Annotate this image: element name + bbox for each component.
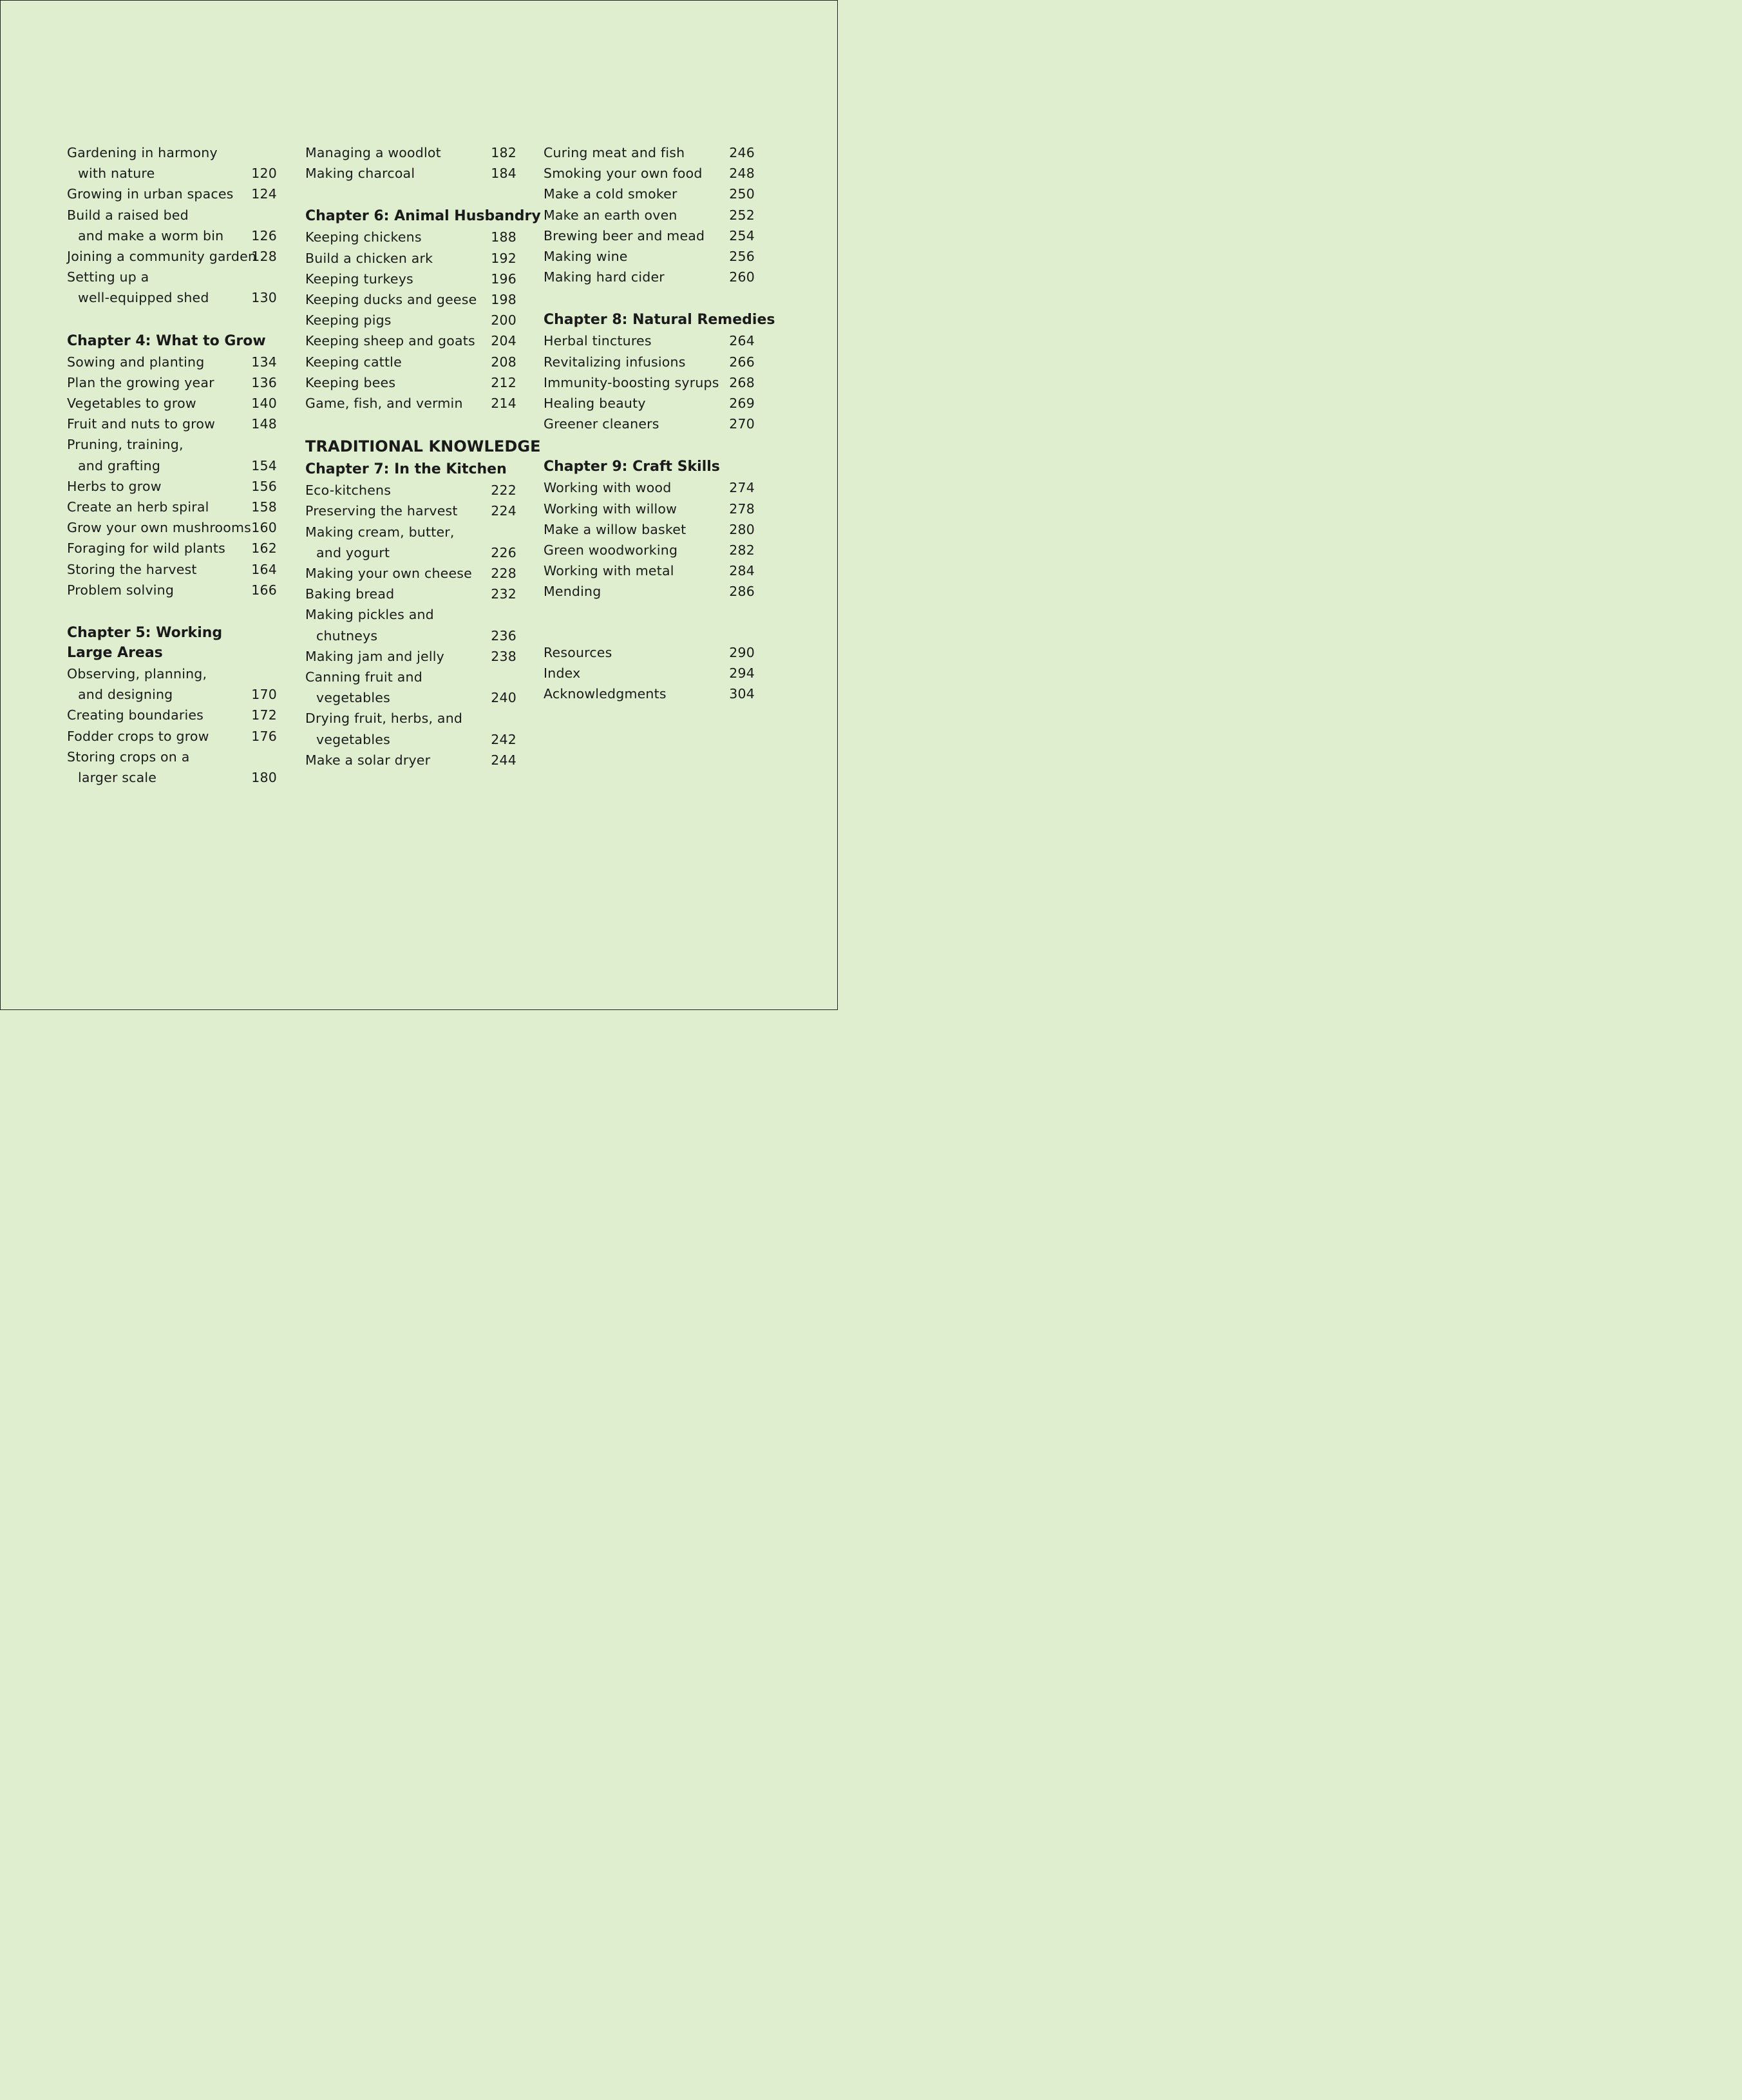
toc-entry[interactable] bbox=[67, 267, 277, 308]
entry-title: Acknowledgments bbox=[544, 686, 667, 702]
entry-title: Foraging for wild plants bbox=[67, 540, 225, 557]
toc-entry[interactable] bbox=[67, 414, 277, 434]
page-number: 172 bbox=[251, 707, 277, 723]
toc-entry[interactable] bbox=[544, 414, 755, 434]
toc-entry[interactable] bbox=[67, 726, 277, 747]
entry-title: Working with wood bbox=[544, 480, 672, 496]
entry-title-continued: with nature bbox=[78, 166, 155, 182]
toc-entry[interactable] bbox=[544, 683, 755, 704]
entry-title-continued: and grafting bbox=[78, 457, 161, 473]
toc-entry[interactable] bbox=[67, 352, 277, 372]
entry-title: Herbs to grow bbox=[67, 478, 162, 494]
page-number: 260 bbox=[729, 269, 755, 285]
entry-title-continued: and yogurt bbox=[316, 544, 390, 560]
entry-title: Make a solar dryer bbox=[305, 752, 431, 768]
entry-title: Canning fruit and bbox=[305, 669, 422, 685]
toc-entry[interactable] bbox=[305, 372, 516, 393]
page-number: 134 bbox=[251, 354, 277, 370]
page-number: 278 bbox=[729, 501, 755, 517]
entry-title-continued: and make a worm bin bbox=[78, 227, 224, 243]
page-number: 280 bbox=[729, 521, 755, 537]
toc-entry[interactable] bbox=[544, 330, 755, 351]
entry-title: Create an herb spiral bbox=[67, 499, 209, 515]
entry-title: Storing the harvest bbox=[67, 561, 197, 577]
toc-entry[interactable] bbox=[305, 604, 516, 645]
entry-title: Making hard cider bbox=[544, 269, 665, 285]
page-number: 160 bbox=[251, 520, 277, 536]
page-number: 304 bbox=[729, 686, 755, 702]
page-number: 250 bbox=[729, 186, 755, 202]
entry-title: Keeping bees bbox=[305, 374, 396, 390]
toc-entry[interactable] bbox=[305, 227, 516, 247]
toc-entry[interactable] bbox=[67, 497, 277, 517]
toc-entry[interactable] bbox=[67, 580, 277, 600]
page-number: 282 bbox=[729, 542, 755, 558]
page-number: 124 bbox=[251, 186, 277, 202]
entry-title: Working with willow bbox=[544, 501, 677, 517]
toc-entry[interactable] bbox=[544, 142, 755, 163]
entry-title: Herbal tinctures bbox=[544, 333, 652, 349]
page-number: 154 bbox=[251, 457, 277, 473]
entry-title: Making cream, butter, bbox=[305, 524, 455, 540]
chapter-heading: Chapter 7: In the Kitchen bbox=[305, 461, 507, 478]
toc-entry[interactable] bbox=[67, 372, 277, 393]
toc-entry[interactable] bbox=[305, 269, 516, 289]
entry-title: Making pickles and bbox=[305, 607, 434, 623]
entry-title: Revitalizing infusions bbox=[544, 354, 686, 370]
entry-title: Keeping cattle bbox=[305, 354, 402, 370]
page-number: 252 bbox=[729, 207, 755, 223]
entry-title: Making wine bbox=[544, 249, 628, 265]
part-heading: TRADITIONAL KNOWLEDGE bbox=[305, 437, 541, 456]
page-number: 176 bbox=[251, 728, 277, 744]
page-number: 204 bbox=[491, 333, 516, 349]
toc-entry[interactable] bbox=[305, 142, 516, 163]
toc-entry[interactable] bbox=[544, 499, 755, 519]
toc-entry[interactable] bbox=[305, 352, 516, 372]
chapter-heading: Chapter 8: Natural Remedies bbox=[544, 312, 775, 329]
page-number: 126 bbox=[251, 227, 277, 243]
page-number: 158 bbox=[251, 499, 277, 515]
page-number: 156 bbox=[251, 478, 277, 494]
entry-title: Working with metal bbox=[544, 563, 674, 579]
block-spacer bbox=[544, 287, 755, 310]
entry-title: Fodder crops to grow bbox=[67, 728, 209, 744]
page-number: 164 bbox=[251, 561, 277, 577]
page-number: 182 bbox=[491, 145, 516, 160]
entry-title: Make an earth oven bbox=[544, 207, 677, 223]
entry-title: Smoking your own food bbox=[544, 166, 703, 182]
chapter-heading-line2: Large Areas bbox=[67, 645, 163, 662]
page-number: 238 bbox=[491, 648, 516, 664]
toc-entry[interactable] bbox=[67, 246, 277, 267]
entry-title: Green woodworking bbox=[544, 542, 678, 558]
toc-entry[interactable] bbox=[544, 352, 755, 372]
toc-entry[interactable] bbox=[67, 538, 277, 558]
toc-entry[interactable] bbox=[544, 560, 755, 581]
block-spacer bbox=[305, 414, 516, 437]
toc-entry[interactable] bbox=[67, 747, 277, 788]
chapter-heading: Chapter 6: Animal Husbandry bbox=[305, 208, 541, 225]
entry-title: Immunity-boosting syrups bbox=[544, 374, 719, 390]
entry-title: Build a chicken ark bbox=[305, 250, 433, 266]
chapter-heading: Chapter 5: Working bbox=[67, 625, 223, 642]
entry-title: Making jam and jelly bbox=[305, 648, 444, 664]
toc-entry[interactable] bbox=[305, 708, 516, 749]
toc-entry[interactable] bbox=[544, 477, 755, 498]
page-number: 274 bbox=[729, 480, 755, 496]
toc-entry[interactable] bbox=[544, 540, 755, 560]
page-number: 196 bbox=[491, 271, 516, 287]
page-number: 184 bbox=[491, 166, 516, 182]
entry-title-continued: vegetables bbox=[316, 731, 390, 747]
page-number: 232 bbox=[491, 586, 516, 602]
page-number: 208 bbox=[491, 354, 516, 370]
block-spacer bbox=[544, 434, 755, 457]
page-number: 162 bbox=[251, 540, 277, 557]
toc-entry[interactable] bbox=[305, 646, 516, 667]
toc-entry[interactable] bbox=[67, 393, 277, 414]
entry-title: Game, fish, and vermin bbox=[305, 396, 463, 412]
chapter-heading: Chapter 9: Craft Skills bbox=[544, 459, 720, 475]
page-number: 136 bbox=[251, 374, 277, 390]
entry-title: Joining a community garden bbox=[67, 249, 257, 265]
page-number: 192 bbox=[491, 250, 516, 266]
toc-entry[interactable] bbox=[305, 310, 516, 330]
entry-title: Problem solving bbox=[67, 582, 175, 598]
toc-entry[interactable] bbox=[305, 584, 516, 604]
page-number: 140 bbox=[251, 396, 277, 412]
entry-title: Make a cold smoker bbox=[544, 186, 677, 202]
entry-title: Vegetables to grow bbox=[67, 396, 196, 412]
page-number: 294 bbox=[729, 665, 755, 681]
entry-title: Keeping chickens bbox=[305, 229, 422, 245]
page-number: 286 bbox=[729, 584, 755, 600]
page-number: 284 bbox=[729, 563, 755, 579]
page-number: 264 bbox=[729, 333, 755, 349]
contents-page bbox=[0, 0, 838, 1010]
page-number: 228 bbox=[491, 566, 516, 582]
entry-title: Resources bbox=[544, 644, 612, 660]
toc-entry[interactable] bbox=[544, 663, 755, 683]
block-spacer bbox=[67, 309, 277, 332]
page-number: 148 bbox=[251, 416, 277, 432]
toc-entry[interactable] bbox=[305, 501, 516, 521]
page-number: 226 bbox=[491, 544, 516, 560]
toc-entry[interactable] bbox=[544, 581, 755, 602]
entry-title: Make a willow basket bbox=[544, 521, 686, 537]
toc-entry[interactable] bbox=[305, 289, 516, 310]
entry-title: Managing a woodlot bbox=[305, 145, 441, 160]
entry-title: Eco-kitchens bbox=[305, 482, 392, 499]
toc-entry[interactable] bbox=[305, 563, 516, 584]
chapter-heading: Chapter 4: What to Grow bbox=[67, 332, 266, 349]
page-number: 268 bbox=[729, 374, 755, 390]
toc-entry[interactable] bbox=[544, 519, 755, 540]
page-number: 170 bbox=[251, 687, 277, 703]
toc-entry[interactable] bbox=[544, 246, 755, 267]
block-spacer bbox=[544, 602, 755, 642]
entry-title: Observing, planning, bbox=[67, 666, 207, 682]
toc-entry[interactable] bbox=[305, 750, 516, 770]
entry-title: Preserving the harvest bbox=[305, 503, 458, 519]
toc-entry[interactable] bbox=[544, 372, 755, 393]
entry-title: Keeping sheep and goats bbox=[305, 333, 475, 349]
toc-entry[interactable] bbox=[544, 267, 755, 287]
page-number: 130 bbox=[251, 290, 277, 306]
page-number: 200 bbox=[491, 312, 516, 329]
entry-title: Index bbox=[544, 665, 581, 681]
entry-title: Greener cleaners bbox=[544, 416, 659, 432]
toc-entry[interactable] bbox=[67, 142, 277, 184]
toc-entry[interactable] bbox=[544, 642, 755, 663]
entry-title: Storing crops on a bbox=[67, 749, 190, 765]
block-spacer bbox=[305, 184, 516, 207]
toc-entry[interactable] bbox=[305, 248, 516, 269]
page-number: 120 bbox=[251, 166, 277, 182]
page-number: 214 bbox=[491, 396, 516, 412]
entry-title: Making your own cheese bbox=[305, 566, 472, 582]
entry-title: Mending bbox=[544, 584, 601, 600]
entry-title: Gardening in harmony bbox=[67, 145, 218, 160]
toc-entry[interactable] bbox=[67, 559, 277, 580]
page-number: 269 bbox=[729, 396, 755, 412]
entry-title: Making charcoal bbox=[305, 166, 415, 182]
page-number: 270 bbox=[729, 416, 755, 432]
page-number: 222 bbox=[491, 482, 516, 499]
toc-column-3 bbox=[544, 142, 775, 704]
toc-entry[interactable] bbox=[544, 393, 755, 414]
entry-title: Keeping pigs bbox=[305, 312, 392, 329]
page-number: 256 bbox=[729, 249, 755, 265]
entry-title-continued: well-equipped shed bbox=[78, 290, 209, 306]
entry-title: Drying fruit, herbs, and bbox=[305, 711, 463, 727]
toc-entry[interactable] bbox=[305, 667, 516, 708]
entry-title: Keeping ducks and geese bbox=[305, 292, 477, 308]
page-number: 188 bbox=[491, 229, 516, 245]
page-number: 240 bbox=[491, 690, 516, 706]
toc-entry[interactable] bbox=[67, 184, 277, 204]
entry-title: Creating boundaries bbox=[67, 707, 204, 723]
page-number: 244 bbox=[491, 752, 516, 768]
entry-title: Growing in urban spaces bbox=[67, 186, 234, 202]
toc-entry[interactable] bbox=[67, 476, 277, 497]
entry-title-continued: vegetables bbox=[316, 690, 390, 706]
toc-entry[interactable] bbox=[544, 163, 755, 184]
entry-title: Sowing and planting bbox=[67, 354, 205, 370]
entry-title: Grow your own mushrooms bbox=[67, 520, 252, 536]
entry-title: Healing beauty bbox=[544, 396, 646, 412]
toc-entry[interactable] bbox=[305, 163, 516, 184]
entry-title-continued: larger scale bbox=[78, 770, 157, 786]
toc-entry[interactable] bbox=[305, 393, 516, 414]
entry-title: Curing meat and fish bbox=[544, 145, 685, 160]
entry-title: Keeping turkeys bbox=[305, 271, 413, 287]
page-number: 224 bbox=[491, 503, 516, 519]
toc-entry[interactable] bbox=[544, 225, 755, 246]
toc-entry[interactable] bbox=[67, 517, 277, 538]
entry-title: Plan the growing year bbox=[67, 374, 214, 390]
page-number: 242 bbox=[491, 731, 516, 747]
entry-title-continued: chutneys bbox=[316, 627, 378, 644]
entry-title: Setting up a bbox=[67, 269, 149, 285]
toc-entry[interactable] bbox=[305, 480, 516, 501]
page-number: 166 bbox=[251, 582, 277, 598]
toc-entry[interactable] bbox=[305, 522, 516, 563]
toc-entry[interactable] bbox=[544, 184, 755, 204]
toc-entry[interactable] bbox=[544, 205, 755, 225]
page-number: 254 bbox=[729, 227, 755, 243]
block-spacer bbox=[67, 600, 277, 624]
page-number: 266 bbox=[729, 354, 755, 370]
page-number: 290 bbox=[729, 644, 755, 660]
page-number: 128 bbox=[251, 249, 277, 265]
toc-entry[interactable] bbox=[67, 663, 277, 705]
toc-entry[interactable] bbox=[67, 205, 277, 246]
page-number: 180 bbox=[251, 770, 277, 786]
entry-title: Pruning, training, bbox=[67, 437, 184, 453]
entry-title: Fruit and nuts to grow bbox=[67, 416, 216, 432]
entry-title: Build a raised bed bbox=[67, 207, 189, 223]
page-number: 198 bbox=[491, 292, 516, 308]
toc-entry[interactable] bbox=[67, 705, 277, 725]
entry-title: Baking bread bbox=[305, 586, 395, 602]
page-number: 236 bbox=[491, 627, 516, 644]
entry-title-continued: and designing bbox=[78, 687, 173, 703]
toc-column-1 bbox=[67, 142, 277, 788]
page-number: 246 bbox=[729, 145, 755, 160]
page-number: 248 bbox=[729, 166, 755, 182]
page-number: 212 bbox=[491, 374, 516, 390]
toc-column-2 bbox=[305, 142, 541, 770]
toc-entry[interactable] bbox=[67, 434, 277, 475]
entry-title: Brewing beer and mead bbox=[544, 227, 705, 243]
toc-entry[interactable] bbox=[305, 330, 516, 351]
